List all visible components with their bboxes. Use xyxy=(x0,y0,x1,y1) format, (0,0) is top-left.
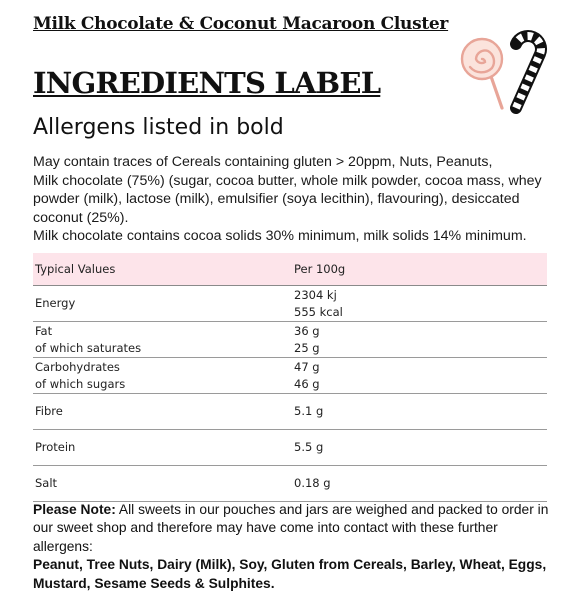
warning-paragraph xyxy=(33,501,553,556)
table-row xyxy=(33,358,547,394)
traces-statement: May contain traces of Cereals containing gluten > 20ppm, Nuts, Peanuts, xyxy=(33,154,493,170)
ingredients-text xyxy=(33,153,553,246)
header-per-100g: Per 100g xyxy=(292,253,547,286)
nutrition-table xyxy=(33,253,547,502)
table-header-row xyxy=(33,253,547,286)
row-value: 47 g 46 g xyxy=(292,358,547,394)
row-value: 36 g 25 g xyxy=(292,322,547,358)
product-title: Milk Chocolate & Coconut Macaroon Cluster xyxy=(33,14,449,34)
warning-allergens: Peanut, Tree Nuts, Dairy (Milk), Soy, Gluten from Cereals, Barley, Wheat, Eggs, Mustard, Sesame Seeds & Sulphites. xyxy=(33,557,547,591)
row-label: Protein xyxy=(33,430,292,466)
allergen-note: Allergens listed in bold xyxy=(33,115,284,140)
warning-body: All sweets in our pouches and jars are weighed and packed to order in our sweet shop and therefore may have come into contact with these further allergens: xyxy=(33,502,549,554)
table-row xyxy=(33,322,547,358)
row-value: 5.5 g xyxy=(292,430,547,466)
table-row xyxy=(33,394,547,430)
table-row xyxy=(33,430,547,466)
ingredients-list: Milk chocolate (75%) (sugar, cocoa butter, whole milk powder, cocoa mass, whey powder (milk), lactose (milk), emulsifier (soya lecithin), flavouring), desiccated coconut (25%). xyxy=(33,172,542,226)
lollipop-icon xyxy=(462,39,502,108)
row-value: 2304 kj 555 kcal xyxy=(292,286,547,322)
row-label: Salt xyxy=(33,466,292,502)
cocoa-solids-statement: Milk chocolate contains cocoa solids 30% minimum, milk solids 14% minimum. xyxy=(33,228,527,245)
candy-cane-icon xyxy=(516,36,541,108)
row-label: Energy xyxy=(33,286,292,322)
sweets-illustration xyxy=(460,22,560,122)
row-label: Fibre xyxy=(33,394,292,430)
table-row xyxy=(33,466,547,502)
warning-lead: Please Note: xyxy=(33,502,116,517)
row-label: Carbohydrates of which sugars xyxy=(33,358,292,394)
row-value: 5.1 g xyxy=(292,394,547,430)
label-heading: INGREDIENTS LABEL xyxy=(33,66,381,100)
row-label: Fat of which saturates xyxy=(33,322,292,358)
table-row xyxy=(33,286,547,322)
header-typical-values: Typical Values xyxy=(33,253,292,286)
allergen-warning xyxy=(33,501,553,593)
row-value: 0.18 g xyxy=(292,466,547,502)
